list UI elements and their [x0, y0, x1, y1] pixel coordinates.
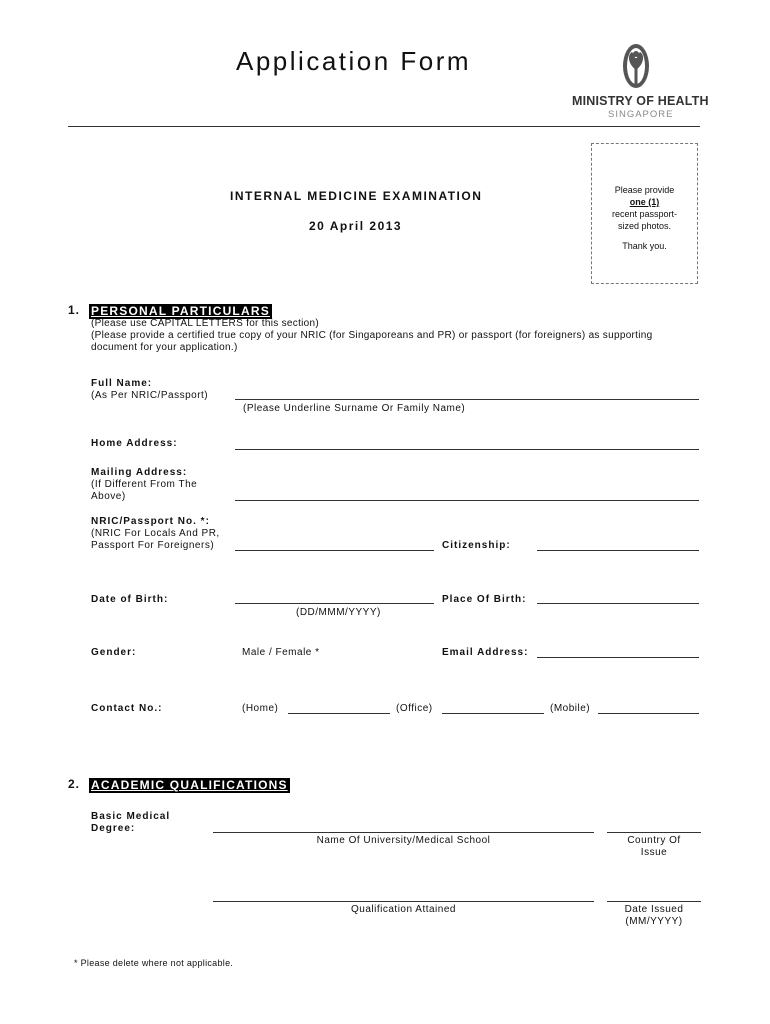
qualification-hint: Qualification Attained [351, 904, 456, 915]
contact-label: Contact No.: [91, 703, 163, 714]
exam-name: INTERNAL MEDICINE EXAMINATION [230, 189, 483, 203]
mailing-address-sublabel-2: Above) [91, 491, 126, 502]
photo-instructions [592, 184, 697, 252]
section-1-note-3: document for your application.) [91, 342, 238, 353]
country-field[interactable] [607, 832, 701, 833]
full-name-sublabel: (As Per NRIC/Passport) [91, 390, 209, 401]
nric-field[interactable] [235, 550, 434, 551]
citizenship-label: Citizenship: [442, 540, 511, 551]
photo-line-2: one (1) [629, 197, 660, 207]
gender-options[interactable]: Male / Female * [242, 647, 320, 658]
pob-field[interactable] [537, 603, 699, 604]
university-field[interactable] [213, 832, 594, 833]
degree-label-1: Basic Medical [91, 811, 171, 822]
degree-label-2: Degree: [91, 823, 136, 834]
logo-text: MINISTRY OF HEALTH [572, 94, 709, 108]
exam-date: 20 April 2013 [309, 219, 403, 233]
full-name-label: Full Name: [91, 378, 153, 389]
contact-office-field[interactable] [442, 713, 544, 714]
email-label: Email Address: [442, 647, 529, 658]
dob-label: Date of Birth: [91, 594, 169, 605]
section-1-note-2: (Please provide a certified true copy of your NRIC (for Singaporeans and PR) or passport (for foreigners) as supporting [91, 330, 653, 341]
contact-mobile-label: (Mobile) [550, 703, 591, 714]
section-1-number: 1. [68, 303, 81, 317]
photo-line-3: recent passport- [611, 209, 678, 219]
contact-mobile-field[interactable] [598, 713, 699, 714]
nric-label: NRIC/Passport No. *: [91, 516, 210, 527]
email-field[interactable] [537, 657, 699, 658]
photo-line-1: Please provide [614, 185, 675, 195]
date-issued-hint-1: Date Issued [624, 904, 684, 915]
date-issued-hint-2: (MM/YYYY) [625, 916, 683, 927]
gender-label: Gender: [91, 647, 137, 658]
section-2-heading: ACADEMIC QUALIFICATIONS [91, 778, 288, 792]
contact-home-field[interactable] [288, 713, 390, 714]
footnote: * Please delete where not applicable. [74, 958, 234, 968]
mailing-address-field[interactable] [235, 500, 699, 501]
nric-sublabel-1: (NRIC For Locals And PR, [91, 528, 220, 539]
mailing-address-sublabel-1: (If Different From The [91, 479, 198, 490]
dob-hint: (DD/MMM/YYYY) [296, 607, 381, 618]
section-1-note-1: (Please use CAPITAL LETTERS for this section) [91, 318, 320, 329]
full-name-field[interactable] [235, 399, 699, 400]
ministry-of-health-logo [570, 40, 710, 124]
contact-home-label: (Home) [242, 703, 279, 714]
mailing-address-label: Mailing Address: [91, 467, 188, 478]
section-2-number: 2. [68, 777, 81, 791]
header-divider [68, 126, 700, 127]
photo-line-5: Thank you. [622, 241, 667, 251]
pob-label: Place Of Birth: [442, 594, 527, 605]
full-name-hint: (Please Underline Surname Or Family Name) [243, 403, 466, 414]
citizenship-field[interactable] [537, 550, 699, 551]
date-issued-field[interactable] [607, 901, 701, 902]
country-hint-2: Issue [640, 847, 668, 858]
moh-emblem-icon [614, 40, 658, 92]
home-address-field[interactable] [235, 449, 699, 450]
university-hint: Name Of University/Medical School [316, 835, 491, 846]
dob-field[interactable] [235, 603, 434, 604]
form-title: Application Form [236, 46, 472, 76]
home-address-label: Home Address: [91, 438, 178, 449]
section-1-heading: PERSONAL PARTICULARS [91, 304, 270, 318]
photo-box[interactable] [591, 143, 698, 284]
photo-line-4: sized photos. [617, 221, 672, 231]
country-hint-1: Country Of [627, 835, 681, 846]
contact-office-label: (Office) [396, 703, 433, 714]
logo-subtext: SINGAPORE [608, 109, 674, 120]
qualification-field[interactable] [213, 901, 594, 902]
nric-sublabel-2: Passport For Foreigners) [91, 540, 215, 551]
